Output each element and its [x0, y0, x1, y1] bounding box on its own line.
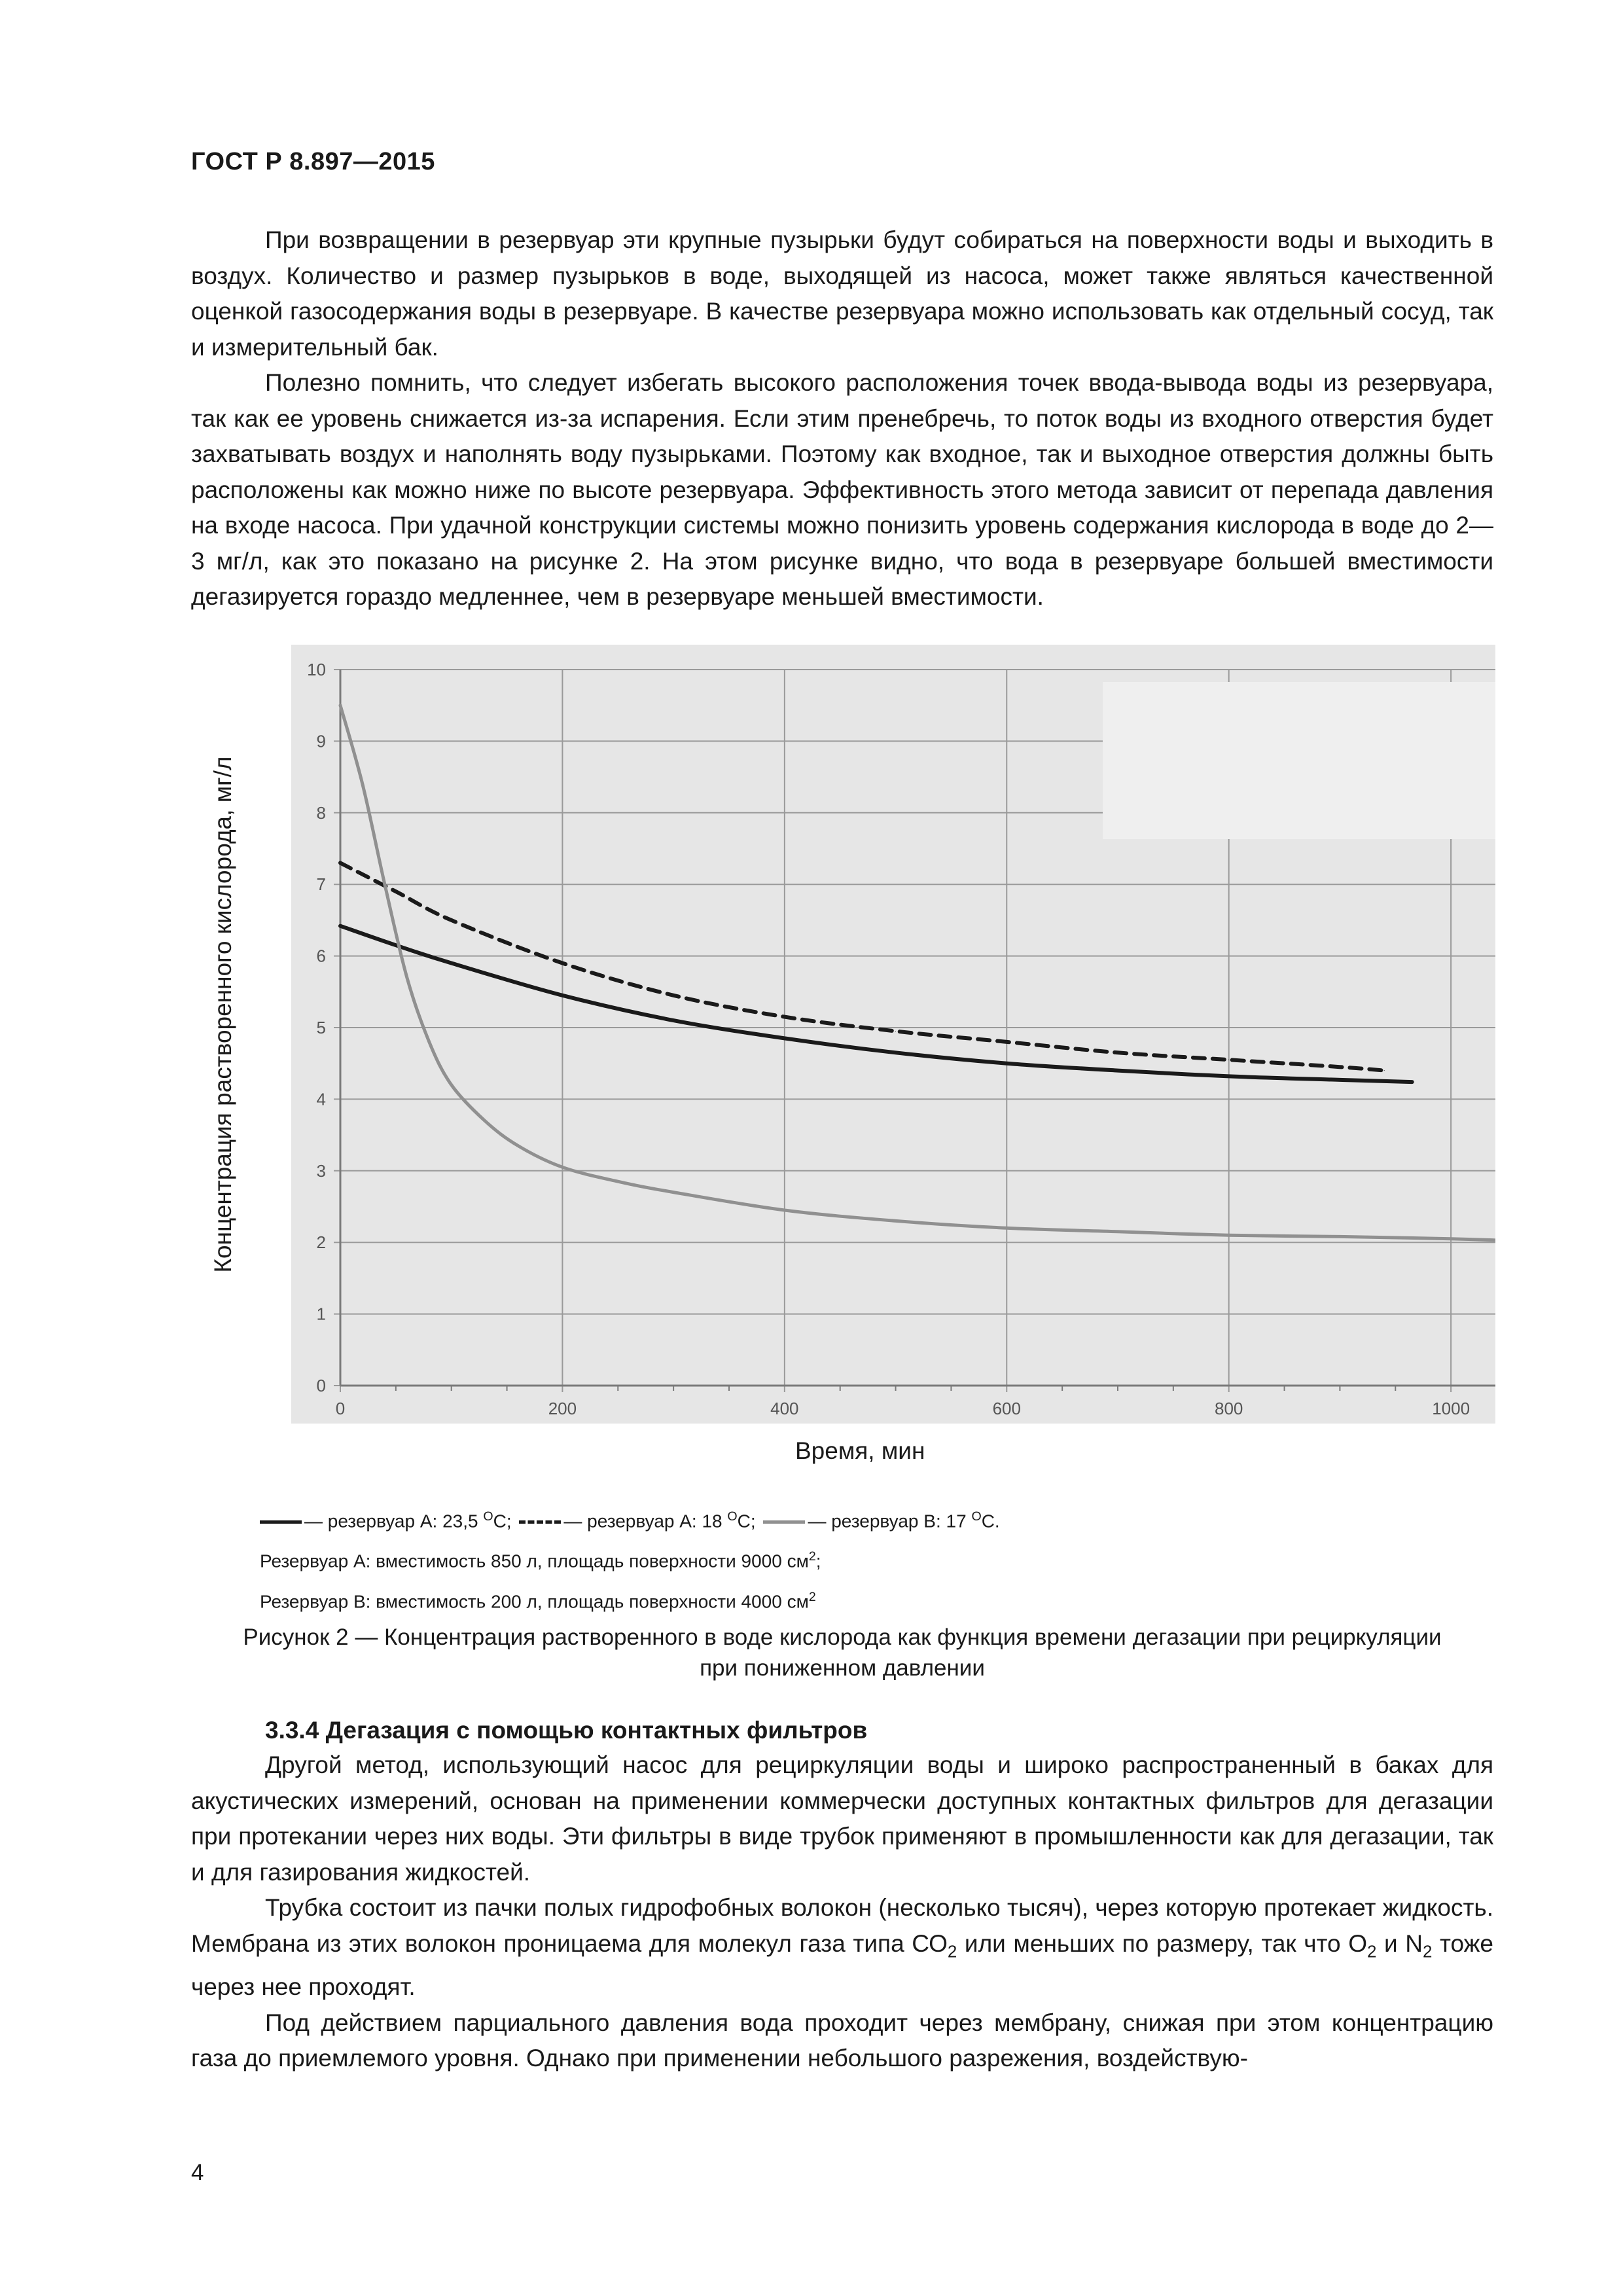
series-point — [395, 891, 396, 892]
legend-text: С; — [493, 1511, 512, 1532]
paragraph: Под действием парциального давления вода проходит через мембрану, снижая при этом концентрацию газа до приемлемого уровня. Однако при применении небольшого разрежения, воздействую- — [191, 2009, 1493, 2072]
text-run: Трубка состоит из пачки полых гидрофобных волокон (несколько тысяч), через которую протекает жидкость. Мембрана из этих волокон проницаема для молекул газа типа СО — [191, 1894, 1493, 1957]
caption-line: при пониженном давлении — [700, 1655, 985, 1681]
paragraph — [191, 1890, 1493, 2005]
series-point — [340, 925, 341, 926]
intro-text — [191, 223, 1493, 615]
text-run: и N — [1376, 1929, 1423, 1957]
subscript: 2 — [947, 1942, 957, 1961]
document-header: ГОСТ Р 8.897—2015 — [191, 148, 435, 175]
series-point — [784, 1016, 785, 1017]
legend-note-a — [260, 1539, 1000, 1579]
section-text — [191, 1748, 1493, 2077]
legend-text: С; — [737, 1511, 756, 1532]
series-point — [1228, 1076, 1229, 1077]
text-run: или меньших по размеру, так что О — [957, 1929, 1367, 1957]
series-point — [340, 705, 341, 706]
y-tick-label: 9 — [316, 731, 326, 751]
legend-swatch-solid — [260, 1520, 302, 1524]
legend-text: С. — [981, 1511, 1000, 1532]
figure-caption — [191, 1622, 1493, 1683]
legend-sup: О — [483, 1509, 493, 1524]
y-tick-label: 2 — [316, 1232, 326, 1253]
x-tick-label: 200 — [548, 1399, 577, 1418]
y-tick-label: 1 — [316, 1304, 326, 1324]
series-point — [673, 995, 674, 996]
y-tick-label: 4 — [316, 1089, 326, 1109]
y-axis-label: Концентрация растворенного кислорода, мг/л — [209, 756, 236, 1273]
x-tick-label: 0 — [335, 1399, 346, 1418]
series-point — [784, 1038, 785, 1039]
legend-swatch-dashed — [519, 1520, 561, 1524]
legend-text: — резервуар А: 18 — [563, 1511, 728, 1532]
section-heading: 3.3.4 Дегазация с помощью контактных фильтров — [265, 1717, 868, 1744]
note-sup: 2 — [808, 1549, 816, 1564]
legend-note-b — [260, 1579, 1000, 1619]
y-tick-label: 6 — [316, 946, 326, 966]
series-point — [562, 1167, 563, 1168]
legend-sup: О — [971, 1509, 982, 1524]
series-point — [362, 784, 363, 785]
paragraph: Полезно помнить, что следует избегать высокого расположения точек ввода-вывода воды из резервуара, так как ее уровень снижается из-за испарения. Если этим пренебречь, то поток воды из входного отверстия будет захватывать воздух и наполнять воду пузырьками. Поэтому как входное, так и выходное отверстия должны быть расположены как можно ниже по высоте резервуара. Эффективность этого метода зависит от перепада давления на входе насоса. При удачной конструкции системы можно понизить уровень содержания кислорода в воде до 2—3 мг/л, как это показано на рисунке 2. На этом рисунке видно, что вода в резервуаре большей вместимости дегазируется гораздо медленнее, чем в резервуаре меньшей вместимости. — [191, 369, 1493, 610]
x-axis-label: Время, мин — [795, 1437, 925, 1464]
series-point — [1117, 1070, 1118, 1071]
y-tick-label: 10 — [307, 660, 326, 679]
legend-swatch-gray — [763, 1520, 805, 1524]
y-tick-label: 5 — [316, 1018, 326, 1037]
series-point — [1117, 1231, 1118, 1232]
series-point — [1451, 1238, 1452, 1239]
x-tick-label: 800 — [1214, 1399, 1243, 1418]
note-sup: 2 — [808, 1589, 816, 1604]
legend-text: — резервуар А: 23,5 — [304, 1511, 484, 1532]
series-point — [395, 945, 396, 946]
page-number: 4 — [191, 2160, 204, 2185]
y-tick-label: 8 — [316, 802, 326, 823]
legend-box — [1103, 682, 1495, 839]
series-point — [406, 977, 407, 978]
paragraph: Другой метод, использующий насос для рециркуляции воды и широко распространенный в баках для акустических измерений, основан на применении коммерчески доступных контактных фильтров для дегазации при протекании через них воды. Эти фильтры в виде трубок применяют в промышленности как для дегазации, так и для газирования жидкостей. — [191, 1751, 1493, 1886]
series-point — [384, 884, 385, 885]
oxygen-concentration-chart — [291, 645, 1495, 1424]
note-text: Резервуар А: вместимость 850 л, площадь поверхности 9000 см — [260, 1551, 809, 1571]
note-text: ; — [815, 1551, 821, 1571]
caption-line: Рисунок 2 — Концентрация растворенного в воде кислорода как функция времени дегазации при рециркуляции — [243, 1624, 1442, 1650]
x-tick-label: 1000 — [1432, 1399, 1471, 1418]
x-tick-label: 400 — [770, 1399, 799, 1418]
paragraph: При возвращении в резервуар эти крупные пузырьки будут собираться на поверхности воды и выходить в воздух. Количество и размер пузырьков в воде, выходящей из насоса, может также являться качественной оценкой газосодержания воды в резервуаре. В качестве резервуара можно использовать как отдельный сосуд, так и измерительный бак. — [191, 226, 1493, 361]
series-point — [1117, 1052, 1118, 1053]
legend-text: — резервуар В: 17 — [808, 1511, 972, 1532]
note-text: Резервуар В: вместимость 200 л, площадь поверхности 4000 см — [260, 1590, 809, 1611]
x-tick-label: 600 — [992, 1399, 1021, 1418]
y-tick-label: 7 — [316, 874, 326, 895]
subscript: 2 — [1366, 1942, 1377, 1961]
legend-line — [260, 1499, 1000, 1539]
text-run: тоже через нее проходят. — [191, 1929, 1493, 2001]
figure-legend — [260, 1499, 1000, 1619]
series-point — [1384, 1070, 1385, 1071]
series-point — [1228, 1235, 1229, 1236]
series-point — [895, 1052, 896, 1053]
subscript: 2 — [1422, 1942, 1433, 1961]
y-tick-label: 0 — [316, 1376, 326, 1395]
series-point — [673, 1020, 674, 1021]
series-point — [562, 995, 563, 996]
legend-sup: О — [727, 1509, 738, 1524]
series-point — [673, 1192, 674, 1193]
y-tick-label: 3 — [316, 1160, 326, 1181]
